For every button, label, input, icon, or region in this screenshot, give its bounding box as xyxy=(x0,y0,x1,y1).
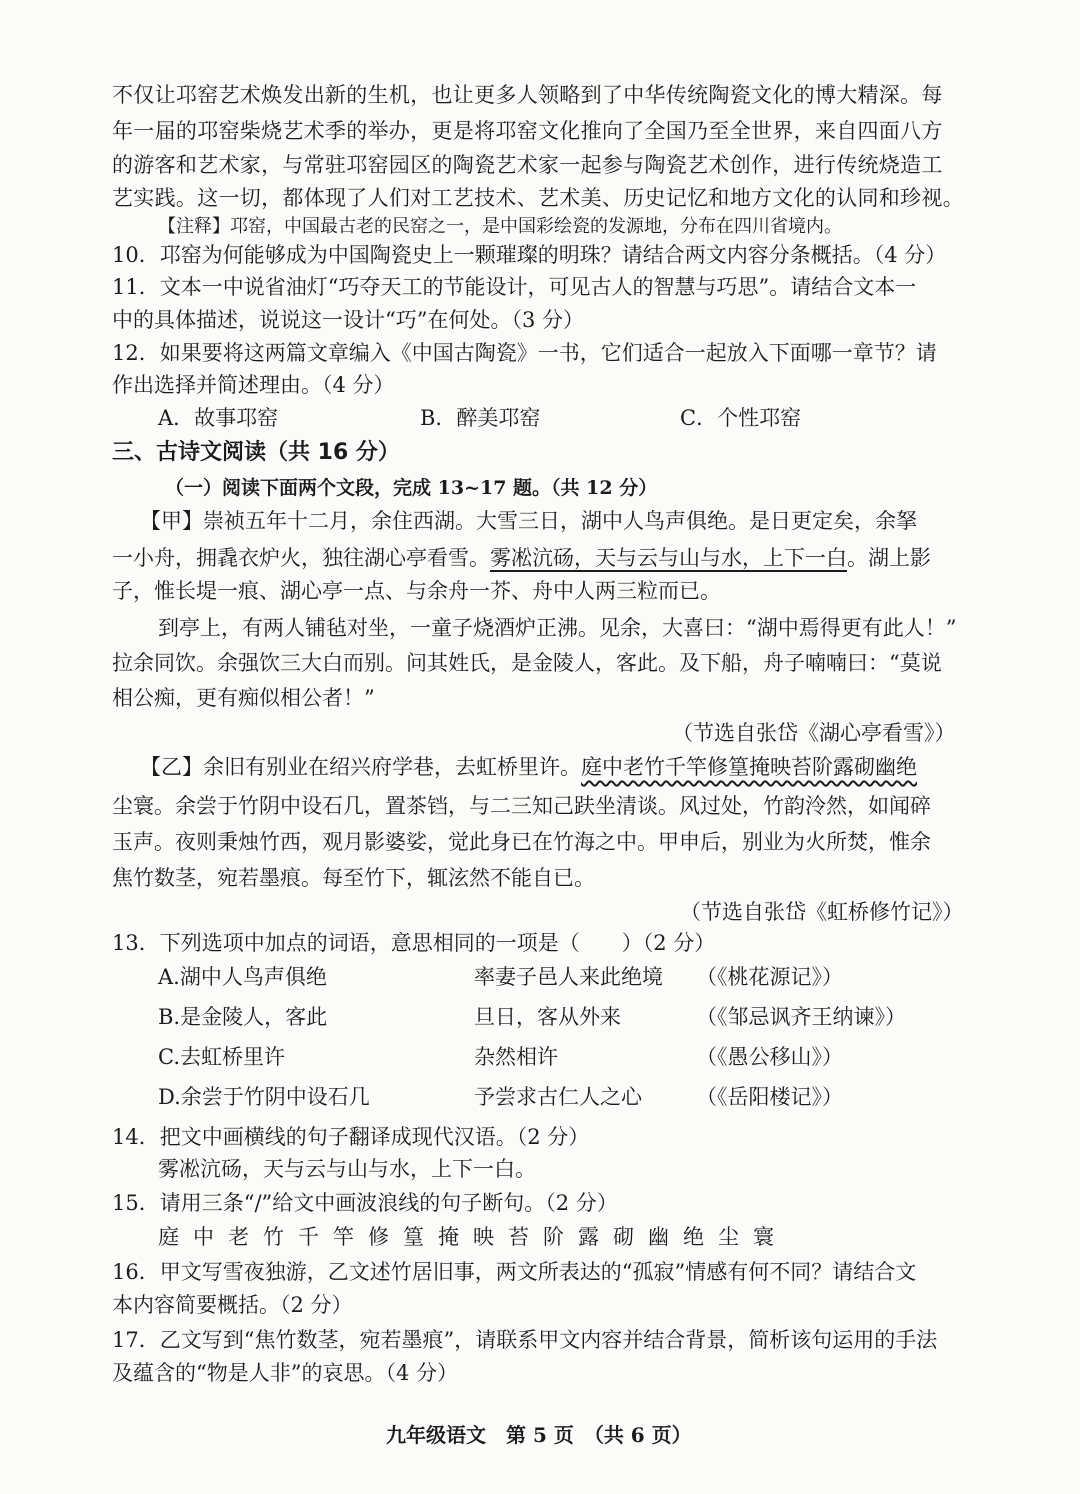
question-12-line-1: 12．如果要将这两篇文章编入《中国古陶瓷》一书，它们适合一起放入下面哪一章节？请 xyxy=(112,341,937,365)
text1-note: 【注释】邛窑，中国最古老的民窑之一，是中国彩绘瓷的发源地，分布在四川省境内。 xyxy=(158,216,842,237)
jia-p1-line-2-a: 一小舟，拥毳衣炉火，独往湖心亭看雪。 xyxy=(112,546,490,570)
q13-option-b-source: （《邹忌讽齐王纳谏》） xyxy=(696,1005,906,1029)
page-footer: 九年级语文 第 5 页 （共 6 页） xyxy=(386,1423,692,1447)
yi-line-1 xyxy=(140,752,917,782)
q13-option-a-compare: 率妻子邑人来此绝境 xyxy=(474,965,663,989)
jia-source: （节选自张岱《湖心亭看雪》） xyxy=(672,721,956,745)
yi-source: （节选自张岱《虹桥修竹记》） xyxy=(680,900,964,924)
q13-option-a-source: （《桃花源记》） xyxy=(696,965,843,989)
question-12-option-b: B．醉美邛窑 xyxy=(420,406,541,430)
question-12-line-2: 作出选择并简述理由。（4 分） xyxy=(112,373,395,397)
question-17-line-2: 及蕴含的“物是人非”的哀思。（4 分） xyxy=(112,1361,459,1385)
yi-line-1-a: 【乙】余旧有别业在绍兴府学巷，去虹桥里许。 xyxy=(140,755,581,779)
yi-line-2: 尘寰。余尝于竹阴中设石几，置茶铛，与二三知己趺坐清谈。风过处，竹韵泠然，如闻碎 xyxy=(112,794,931,818)
q13-option-c-source: （《愚公移山》） xyxy=(696,1045,843,1069)
text1-line-3: 的游客和艺术家，与常驻邛窑园区的陶瓷艺术家一起参与陶瓷艺术创作，进行传统烧造工 xyxy=(112,153,943,177)
question-16-line-1: 16．甲文写雪夜独游，乙文述竹居旧事，两文所表达的“孤寂”情感有何不同？请结合文 xyxy=(112,1260,917,1284)
q13-option-a: A.湖中人鸟声俱绝 xyxy=(158,965,327,989)
jia-p2-line-1: 到亭上，有两人铺毡对坐，一童子烧酒炉正沸。见余，大喜曰：“湖中焉得更有此人！” xyxy=(158,616,957,640)
jia-p1-line-2 xyxy=(112,543,931,573)
question-15-stem: 15．请用三条“/”给文中画波浪线的句子断句。（2 分） xyxy=(112,1191,618,1215)
question-11-line-2: 中的具体描述，说说这一设计“巧”在何处。（3 分） xyxy=(112,308,585,332)
question-17-line-1: 17．乙文写到“焦竹数茎，宛若墨痕”，请联系甲文内容并结合背景，简析该句运用的手法 xyxy=(112,1328,938,1352)
yi-line-4: 焦竹数茎，宛若墨痕。每至竹下，辄泫然不能自已。 xyxy=(112,866,595,890)
text1-line-1: 不仅让邛窑艺术焕发出新的生机，也让更多人领略到了中华传统陶瓷文化的博大精深。每 xyxy=(112,83,943,107)
question-14-stem: 14．把文中画横线的句子翻译成现代汉语。（2 分） xyxy=(112,1125,590,1149)
jia-p1-line-1: 【甲】崇祯五年十二月，余住西湖。大雪三日，湖中人鸟声俱绝。是日更定矣，余拏 xyxy=(140,509,917,533)
jia-p1-line-3: 子，惟长堤一痕、湖心亭一点、与余舟一芥、舟中人两三粒而已。 xyxy=(112,579,721,603)
question-16-line-2: 本内容简要概括。（2 分） xyxy=(112,1293,353,1317)
question-14-sentence: 雾凇沆砀，天与云与山与水，上下一白。 xyxy=(158,1157,536,1181)
jia-underlined-sentence: 雾凇沆砀，天与云与山与水，上下一白 xyxy=(490,546,847,570)
q13-option-d-source: （《岳阳楼记》） xyxy=(696,1085,843,1109)
text1-line-4: 艺实践。这一切，都体现了人们对工艺技术、艺术美、历史记忆和地方文化的认同和珍视。 xyxy=(112,186,964,210)
q13-option-b: B.是金陵人，客此 xyxy=(158,1005,328,1029)
text1-line-2: 年一届的邛窑柴烧艺术季的举办，更是将邛窑文化推向了全国乃至全世界，来自四面八方 xyxy=(112,119,943,143)
question-13-stem: 13．下列选项中加点的词语，意思相同的一项是（ ）（2 分） xyxy=(112,931,716,955)
question-12-option-c: C．个性邛窑 xyxy=(680,406,802,430)
section-3-subtitle: （一）阅读下面两个文段，完成 13~17 题。（共 12 分） xyxy=(165,477,658,499)
q13-option-c-compare: 杂然相许 xyxy=(474,1045,558,1069)
question-10: 10．邛窑为何能够成为中国陶瓷史上一颗璀璨的明珠？请结合两文内容分条概括。（4 分） xyxy=(112,243,947,267)
jia-p2-line-2: 拉余同饮。余强饮三大白而别。问其姓氏，是金陵人，客此。及下船，舟子喃喃曰：“莫说 xyxy=(112,651,942,675)
q13-option-b-compare: 旦日，客从外来 xyxy=(474,1005,621,1029)
section-3-title: 三、古诗文阅读（共 16 分） xyxy=(112,440,400,465)
question-11-line-1: 11．文本一中说省油灯“巧夺天工的节能设计，可见古人的智慧与巧思”。请结合文本一 xyxy=(112,275,917,299)
yi-wavy-sentence: 庭中老竹千竿修篁掩映苔阶露砌幽绝 xyxy=(581,755,917,779)
q13-option-c: C.去虹桥里许 xyxy=(158,1045,285,1069)
question-15-sentence: 庭中老竹千竿修篁掩映苔阶露砌幽绝尘寰 xyxy=(158,1225,788,1249)
question-12-option-a: A．故事邛窑 xyxy=(158,406,279,430)
q13-option-d: D.余尝于竹阴中设石几 xyxy=(158,1085,370,1109)
jia-p1-line-2-b: 。湖上影 xyxy=(847,546,931,570)
q13-option-d-compare: 予尝求古仁人之心 xyxy=(474,1085,642,1109)
jia-p2-line-3: 相公痴，更有痴似相公者！” xyxy=(112,686,375,710)
yi-line-3: 玉声。夜则秉烛竹西，观月影婆娑，觉此身已在竹海之中。甲申后，别业为火所焚，惟余 xyxy=(112,830,931,854)
